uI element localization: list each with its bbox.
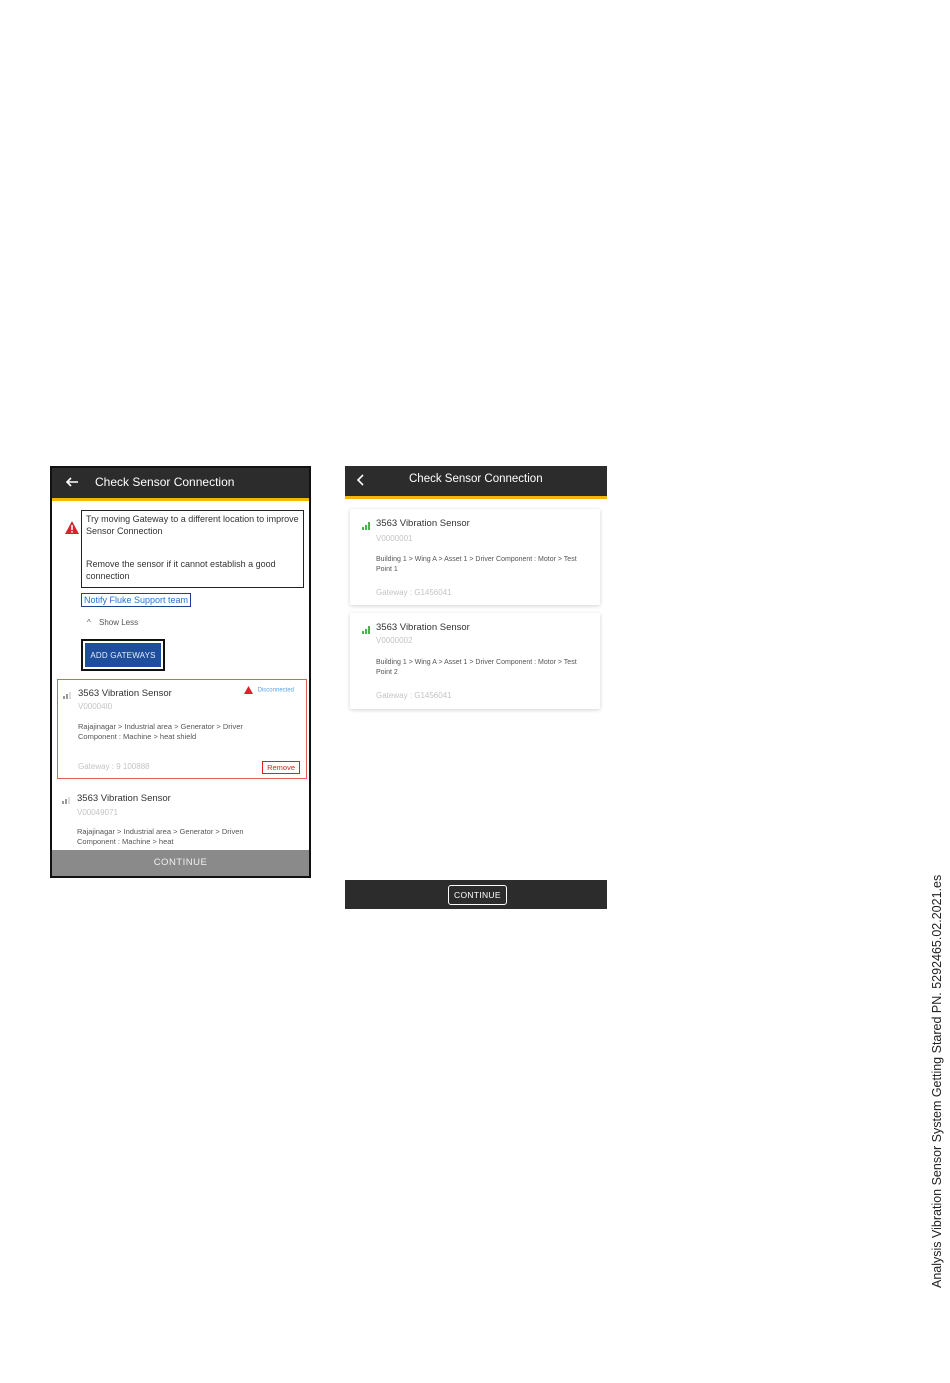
disconnected-status [244, 686, 294, 694]
signal-strong-icon [362, 625, 372, 634]
document-side-caption: Analysis Vibration Sensor System Getting Stared PN. 5292465.02.2021.es [930, 874, 944, 1288]
sensor-card[interactable] [350, 613, 600, 709]
warning-text-remove-sensor: Remove the sensor if it cannot establish a good connection [86, 559, 276, 581]
sensor-name: 3563 Vibration Sensor [376, 518, 470, 529]
sensor-location-path: Rajajinagar > Industrial area > Generator > Driven Component : Machine > heat [77, 827, 244, 846]
warning-text-move-gateway: Try moving Gateway to a different location to improve Sensor Connection [86, 514, 299, 536]
sensor-gateway: Gateway : G1456041 [376, 691, 452, 700]
continue-button[interactable]: CONTINUE [52, 850, 309, 876]
sensor-id: V00004I0 [78, 702, 113, 711]
sensor-card[interactable] [57, 787, 307, 857]
page-title: Check Sensor Connection [409, 473, 543, 485]
sensor-id: V0000002 [376, 636, 413, 645]
warning-icon [64, 520, 80, 535]
sensor-location-path: Rajajinagar > Industrial area > Generator > Driver Component : Machine > heat shield [78, 722, 243, 741]
sensor-name: 3563 Vibration Sensor [78, 688, 172, 699]
bottom-bar [345, 880, 607, 909]
sensor-location-path: Building 1 > Wing A > Asset 1 > Driver Component : Motor > Test Point 1 [376, 556, 577, 573]
disconnected-label: Disconnected [257, 687, 294, 694]
sensor-gateway: Gateway : 9 100888 [78, 762, 150, 771]
sensor-card[interactable] [350, 509, 600, 605]
back-chevron-icon[interactable] [353, 472, 369, 488]
signal-strong-icon [362, 521, 372, 530]
sensor-id: V0000001 [376, 534, 413, 543]
show-less-toggle[interactable] [87, 618, 138, 627]
sensor-card-disconnected[interactable] [57, 679, 307, 779]
left-phone-screen [50, 466, 311, 878]
right-phone-screen [345, 466, 607, 909]
warning-message-box [81, 510, 304, 588]
sensor-id: V00049071 [77, 808, 118, 817]
signal-weak-icon [62, 795, 72, 804]
add-gateways-button[interactable] [81, 639, 165, 671]
page-title: Check Sensor Connection [95, 475, 235, 489]
signal-weak-icon [63, 690, 73, 699]
continue-button[interactable]: CONTINUE [448, 885, 507, 905]
alert-icon [244, 686, 253, 694]
remove-sensor-button[interactable]: Remove [262, 761, 300, 774]
sensor-name: 3563 Vibration Sensor [77, 793, 171, 804]
app-bar [345, 466, 607, 499]
sensor-name: 3563 Vibration Sensor [376, 622, 470, 633]
back-arrow-icon[interactable] [64, 474, 80, 490]
chevron-up-icon: ^ [87, 618, 91, 627]
sensor-location-path: Building 1 > Wing A > Asset 1 > Driver Component : Motor > Test Point 2 [376, 659, 577, 676]
sensor-gateway: Gateway : G1456041 [376, 588, 452, 597]
notify-support-link[interactable]: Notify Fluke Support team [81, 593, 191, 607]
show-less-label: Show Less [99, 618, 139, 627]
add-gateways-label: ADD GATEWAYS [85, 643, 161, 667]
app-bar [52, 468, 309, 501]
